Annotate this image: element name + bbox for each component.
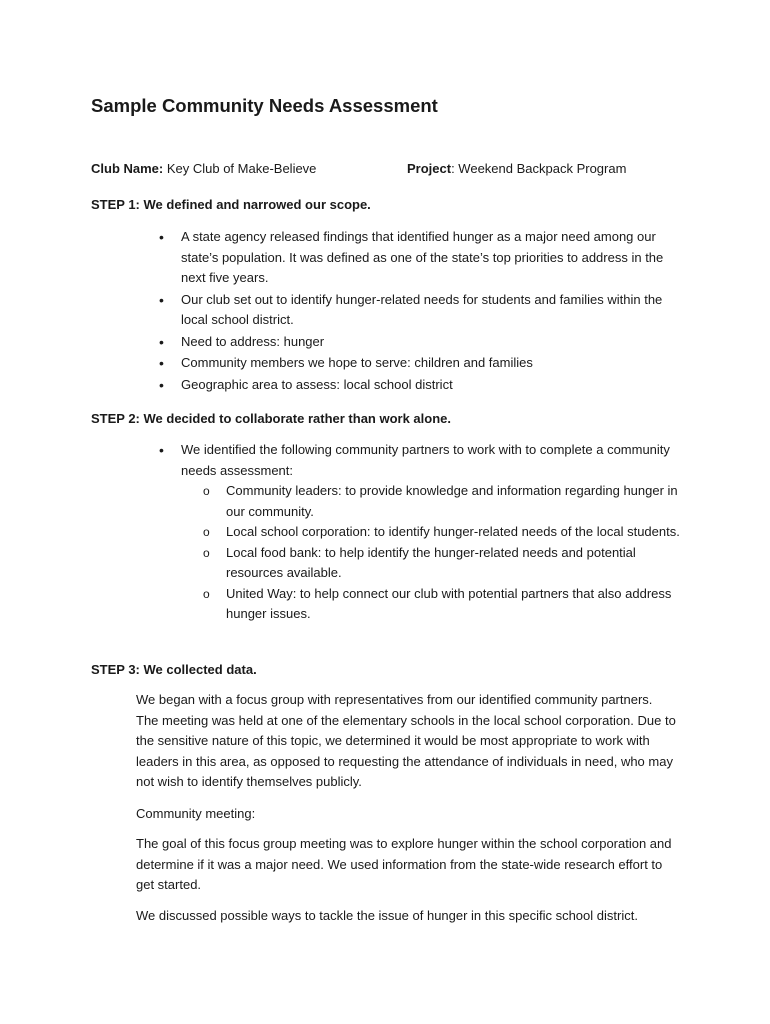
- document-title: Sample Community Needs Assessment: [91, 95, 438, 116]
- sub-list-item: o Community leaders: to provide knowledge and information regarding hunger in our community.: [226, 481, 681, 522]
- club-name-value: Key Club of Make-Believe: [163, 161, 317, 176]
- step3-paragraph-community-meeting: Community meeting:: [136, 806, 256, 821]
- step2-bullet-text: We identified the following community partners to work with to complete a community needs assessment:: [181, 442, 670, 478]
- step3-heading: STEP 3: We collected data.: [91, 662, 257, 677]
- club-name: [91, 159, 316, 180]
- club-name-label: Club Name:: [91, 161, 164, 176]
- partner-sub-list: [181, 481, 681, 625]
- step1-bullet-list: [181, 227, 681, 396]
- list-item: • Our club set out to identify hunger-related needs for students and families within the local school district.: [181, 290, 681, 331]
- list-item: • Need to address: hunger: [181, 332, 681, 353]
- project-label: Project: [407, 161, 452, 176]
- project-value: : Weekend Backpack Program: [451, 161, 627, 176]
- list-item: • Community members we hope to serve: children and families: [181, 353, 681, 374]
- sub-list-item: o Local food bank: to help identify the hunger-related needs and potential resources available.: [226, 543, 681, 584]
- step1-heading: STEP 1: We defined and narrowed our scope.: [91, 197, 371, 212]
- step2-heading: STEP 2: We decided to collaborate rather than work alone.: [91, 411, 451, 426]
- step3-paragraph-discussion: We discussed possible ways to tackle the issue of hunger in this specific school district.: [136, 908, 638, 923]
- list-item: • A state agency released findings that identified hunger as a major need among our state’s population. It was defined as one of the state’s top priorities to address in the next five years.: [181, 227, 681, 289]
- list-item: • Geographic area to assess: local school district: [181, 375, 681, 396]
- meta-row: [91, 159, 731, 181]
- step2-bullet-list: [181, 440, 681, 626]
- list-item: [181, 440, 681, 625]
- sub-list-item: o Local school corporation: to identify hunger-related needs of the local students.: [226, 522, 681, 543]
- project: [407, 159, 626, 180]
- step3-paragraph-focus-group: We began with a focus group with representatives from our identified community partners. The meeting was held at one of the elementary schools in the local school corporation. Due to the sensitive nature of this topic, we determined it would be most appropriate to work with leaders in this area, as opposed to requesting the attendance of individuals in need, who may not wish to identify themselves publicly.: [136, 692, 676, 789]
- sub-list-item: o United Way: to help connect our club with potential partners that also address hunger issues.: [226, 584, 681, 625]
- step3-paragraph-goal: The goal of this focus group meeting was to explore hunger within the school corporation and determine if it was a major need. We used information from the state-wide research effort to get started.: [136, 836, 672, 892]
